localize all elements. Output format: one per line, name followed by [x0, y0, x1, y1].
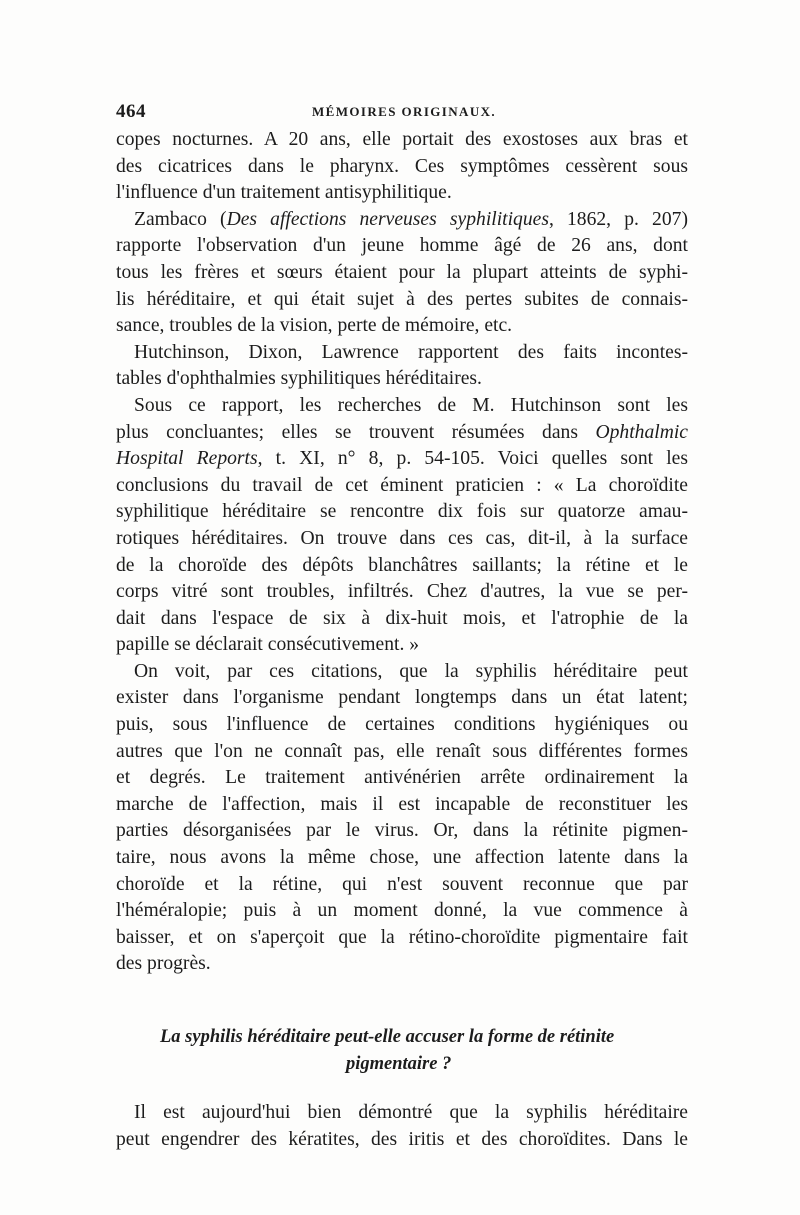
page-header — [116, 101, 688, 125]
text-line: syphilitique héréditaire se rencontre dix fois sur quatorze amau- — [116, 501, 688, 523]
book-title: Des affections nerveuses syphilitiques — [226, 208, 549, 230]
text-line: conclusions du travail de cet éminent praticien : « La choroïdite — [116, 474, 688, 496]
text-line: papille se déclarait consécutivement. » — [116, 634, 420, 656]
text-line: des cicatrices dans le pharynx. Ces symptômes cessèrent sous — [116, 155, 688, 177]
text-line: autres que l'on ne connaît pas, elle renaît sous différentes formes — [116, 740, 688, 762]
main-text — [116, 127, 688, 978]
page-number: 464 — [116, 101, 146, 122]
text-line: Zambaco (Des affections nerveuses syphilitiques, 1862, p. 207) — [134, 208, 688, 230]
text-line: rotiques héréditaires. On trouve dans ces cas, dit-il, à la surface — [116, 527, 688, 549]
text-line: tables d'ophthalmies syphilitiques héréditaires. — [116, 368, 482, 390]
text-line: sance, troubles de la vision, perte de mémoire, etc. — [116, 315, 513, 337]
text-line: taire, nous avons la même chose, une affection latente dans la — [116, 847, 688, 869]
text-line: baisser, et on s'aperçoit que la rétino-choroïdite pigmentaire fait — [116, 926, 688, 948]
section-heading-line: pigmentaire ? — [346, 1054, 452, 1074]
text-line: Hospital Reports, t. XI, n° 8, p. 54-105. Voici quelles sont les — [116, 448, 688, 470]
text-line: puis, sous l'influence de certaines conditions hygiéniques ou — [116, 714, 688, 736]
text-line: des progrès. — [116, 953, 211, 975]
text-line: parties désorganisées par le virus. Or, dans la rétinite pigmen- — [116, 820, 688, 842]
text-line: lis héréditaire, et qui était sujet à des pertes subites de connais- — [116, 288, 688, 310]
text-line: exister dans l'organisme pendant longtemps dans un état latent; — [116, 687, 688, 709]
text-line: rapporte l'observation d'un jeune homme âgé de 26 ans, dont — [116, 235, 688, 257]
text-line: corps vitré sont troubles, infiltrés. Chez d'autres, la vue se per- — [116, 581, 688, 603]
section-heading — [116, 1024, 688, 1078]
section-text — [116, 1100, 688, 1153]
text-line: dait dans l'espace de six à dix-huit mois, et l'atrophie de la — [116, 607, 688, 629]
journal-title: Hospital Reports — [116, 448, 258, 470]
text-line: Sous ce rapport, les recherches de M. Hutchinson sont les — [134, 394, 688, 416]
text-line: l'héméralopie; puis à un moment donné, la vue commence à — [116, 900, 688, 922]
text-line: Il est aujourd'hui bien démontré que la syphilis héréditaire — [134, 1102, 688, 1123]
text-line: et degrés. Le traitement antivénérien arrête ordinairement la — [116, 767, 688, 789]
journal-title: Ophthalmic — [595, 421, 688, 443]
running-head: MÉMOIRES ORIGINAUX. — [312, 104, 497, 119]
text-line: tous les frères et sœurs étaient pour la plupart atteints de syphi- — [116, 261, 688, 283]
text-line: On voit, par ces citations, que la syphilis héréditaire peut — [134, 660, 688, 682]
text-line: choroïde et la rétine, qui n'est souvent reconnue que par — [116, 873, 688, 895]
text-line: copes nocturnes. A 20 ans, elle portait des exostoses aux bras et — [116, 129, 688, 150]
text-line: l'influence d'un traitement antisyphilitique. — [116, 182, 452, 204]
section-heading-line: La syphilis héréditaire peut-elle accuser la forme de rétinite — [160, 1027, 615, 1047]
text-line: plus concluantes; elles se trouvent résumées dans Ophthalmic — [116, 421, 688, 443]
text-line: Hutchinson, Dixon, Lawrence rapportent des faits incontes- — [134, 341, 688, 363]
text-line: marche de l'affection, mais il est incapable de reconstituer les — [116, 793, 688, 815]
text-line: peut engendrer des kératites, des iritis et des choroïdites. Dans le — [116, 1128, 688, 1150]
text-line: de la choroïde des dépôts blanchâtres saillants; la rétine et le — [116, 554, 688, 576]
